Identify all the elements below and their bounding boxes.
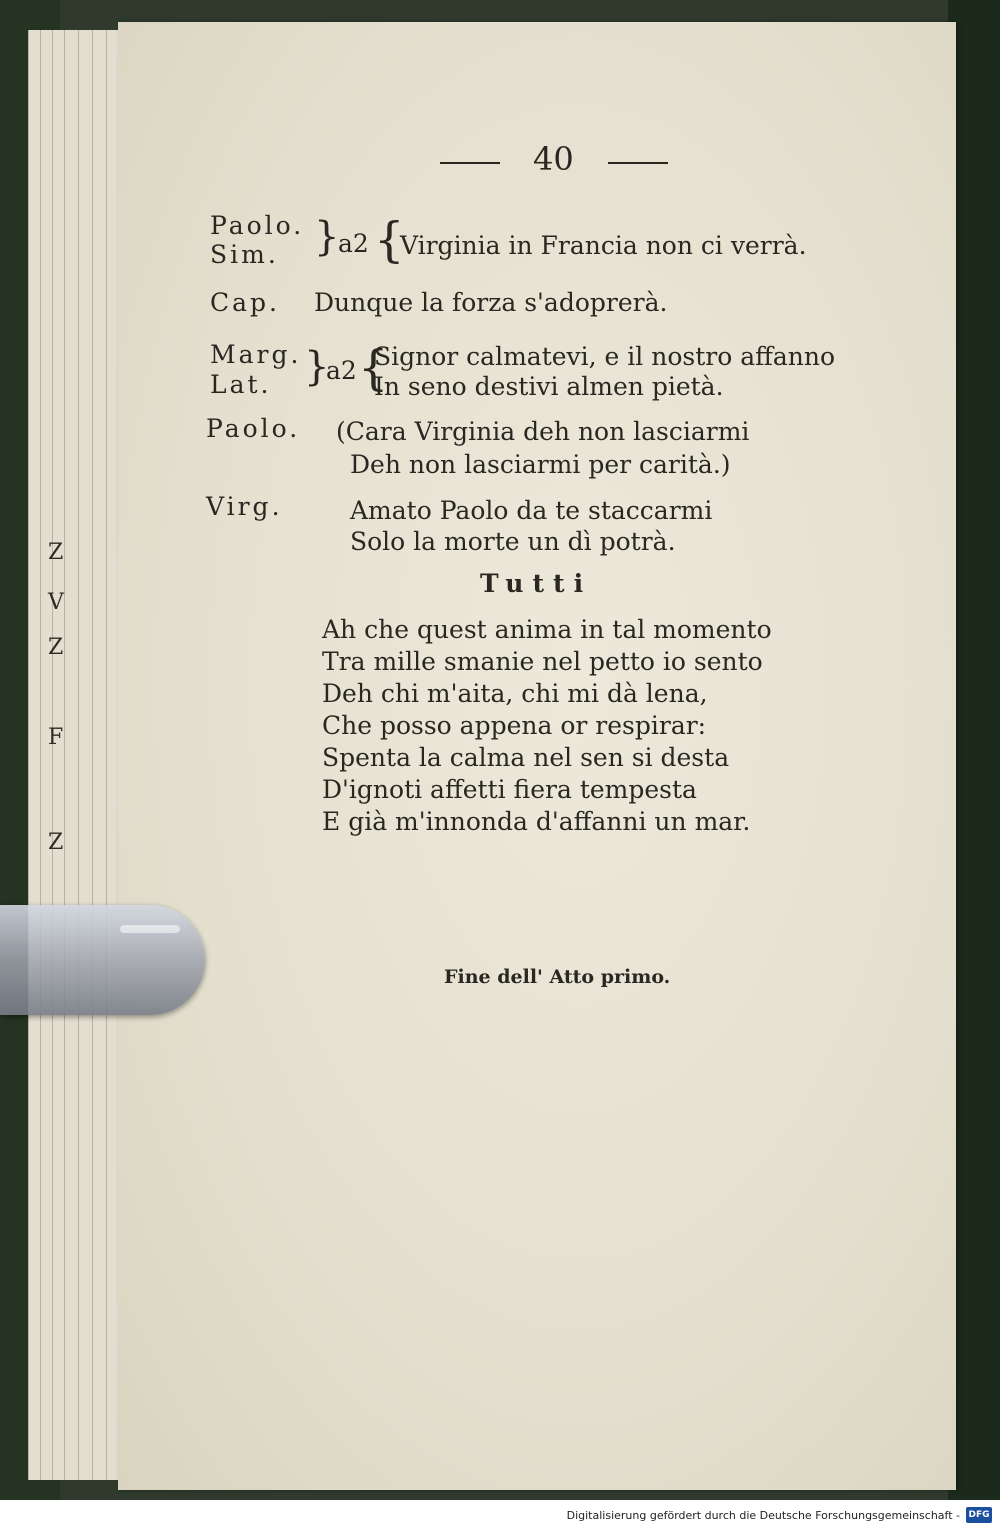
verse-line: Spenta la calma nel sen si desta — [322, 743, 730, 772]
speaker-virg: Virg. — [206, 492, 283, 521]
tutti-heading: Tutti — [480, 569, 593, 598]
speaker-marg: Marg. — [210, 340, 302, 369]
speaker-paolo: Paolo. — [210, 211, 305, 240]
fragment-letter: V — [48, 590, 64, 615]
verse-line: Deh non lasciarmi per carità.) — [350, 450, 731, 479]
fragment-letter: F — [48, 725, 64, 750]
speaker-cap: Cap. — [210, 288, 280, 317]
verse-line: D'ignoti affetti fiera tempesta — [322, 775, 697, 804]
verse-line: Dunque la forza s'adoprerà. — [314, 288, 668, 317]
verse-line: Solo la morte un dì potrà. — [350, 527, 676, 556]
verse-line: (Cara Virginia deh non lasciarmi — [336, 417, 750, 446]
page-edges — [28, 30, 128, 1480]
verse-line: Amato Paolo da te staccarmi — [350, 496, 713, 525]
header-dash-right — [608, 162, 668, 164]
verse-line: Tra mille smanie nel petto io sento — [322, 647, 763, 676]
verse-line: E già m'innonda d'affanni un mar. — [322, 807, 751, 836]
dfg-logo: DFG — [966, 1507, 992, 1523]
page-number: 40 — [533, 140, 574, 178]
brace-open: { — [358, 340, 389, 396]
fragment-letter: Z — [48, 540, 64, 565]
page-holder-clip — [0, 905, 205, 1015]
book-page — [118, 22, 956, 1490]
verse-line: Virginia in Francia non ci verrà. — [400, 231, 807, 260]
brace-close: } — [314, 214, 340, 260]
speaker-paolo: Paolo. — [206, 414, 301, 443]
verse-line: In seno destivi almen pietà. — [374, 372, 724, 401]
a2-marker: a2 — [326, 356, 357, 385]
verse-line: Deh chi m'aita, chi mi dà lena, — [322, 679, 708, 708]
speaker-sim: Sim. — [210, 240, 279, 269]
clip-highlight — [120, 925, 180, 933]
digitization-credit: Digitalisierung gefördert durch die Deutsche Forschungsgemeinschaft - — [566, 1509, 960, 1522]
fragment-letter: Z — [48, 830, 64, 855]
verse-line: Signor calmatevi, e il nostro affanno — [374, 342, 836, 371]
fine-atto-primo: Fine dell' Atto primo. — [444, 966, 671, 988]
fragment-letter: Z — [48, 635, 64, 660]
speaker-lat: Lat. — [210, 370, 272, 399]
a2-marker: a2 — [338, 229, 369, 258]
verse-line: Ah che quest anima in tal momento — [322, 615, 772, 644]
brace-open: { — [374, 212, 405, 268]
brace-close: } — [304, 344, 330, 390]
header-dash-left — [440, 162, 500, 164]
verse-line: Che posso appena or respirar: — [322, 711, 707, 740]
